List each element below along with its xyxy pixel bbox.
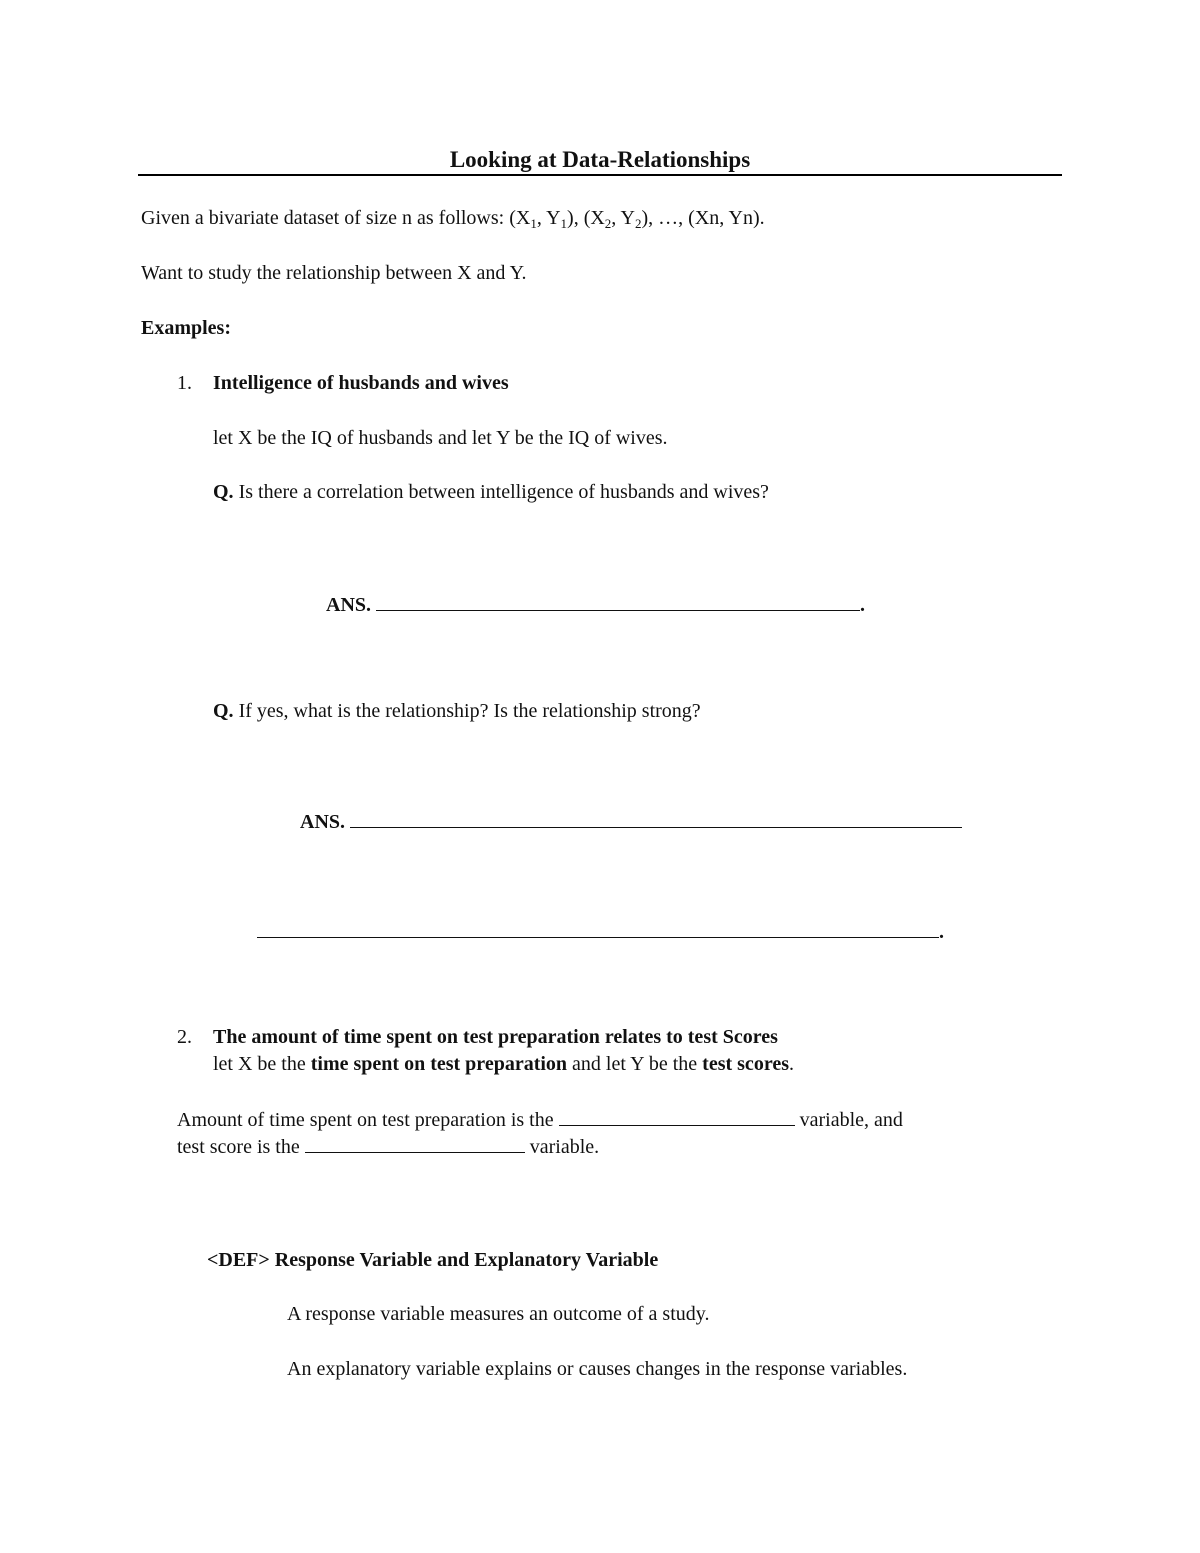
example-1-setup: let X be the IQ of husbands and let Y be the IQ of wives. xyxy=(213,427,668,449)
definition-explanatory: An explanatory variable explains or causes changes in the response variables. xyxy=(287,1358,908,1380)
example-2-line-2: test score is the variable. xyxy=(177,1136,600,1158)
examples-heading: Examples: xyxy=(141,317,231,339)
example-1-number: 1. xyxy=(177,372,192,394)
example-2-heading: The amount of time spent on test preparation relates to test Scores xyxy=(213,1026,778,1048)
example-2-line-1: Amount of time spent on test preparation is the variable, and xyxy=(177,1109,903,1131)
title-divider xyxy=(138,174,1062,176)
example-1-question-1: Q. Is there a correlation between intelligence of husbands and wives? xyxy=(213,481,769,503)
answer-blank[interactable] xyxy=(559,1107,795,1126)
example-1-answer-2: ANS. xyxy=(300,809,962,832)
intro-want: Want to study the relationship between X and Y. xyxy=(141,262,527,284)
definition-response: A response variable measures an outcome of a study. xyxy=(287,1303,710,1325)
definition-heading: <DEF> Response Variable and Explanatory Variable xyxy=(207,1249,659,1271)
example-1-answer-2-continued: . xyxy=(257,919,944,942)
intro-given: Given a bivariate dataset of size n as follows: ($X_1$, $Y_1$), ($X_2$, $Y_2$), …, (Xn, Yn). xyxy=(141,207,765,231)
example-2-setup: let X be the time spent on test preparation and let Y be the test scores. xyxy=(213,1053,794,1075)
answer-blank[interactable] xyxy=(376,592,860,611)
page-title: Looking at Data-Relationships xyxy=(449,147,751,172)
example-1-heading: Intelligence of husbands and wives xyxy=(213,372,509,394)
example-2-number: 2. xyxy=(177,1026,192,1048)
example-1-question-2: Q. If yes, what is the relationship? Is the relationship strong? xyxy=(213,700,701,722)
answer-blank[interactable] xyxy=(257,919,939,938)
example-1-answer-1: ANS. . xyxy=(326,594,866,616)
answer-blank[interactable] xyxy=(350,809,962,828)
answer-blank[interactable] xyxy=(305,1134,525,1153)
